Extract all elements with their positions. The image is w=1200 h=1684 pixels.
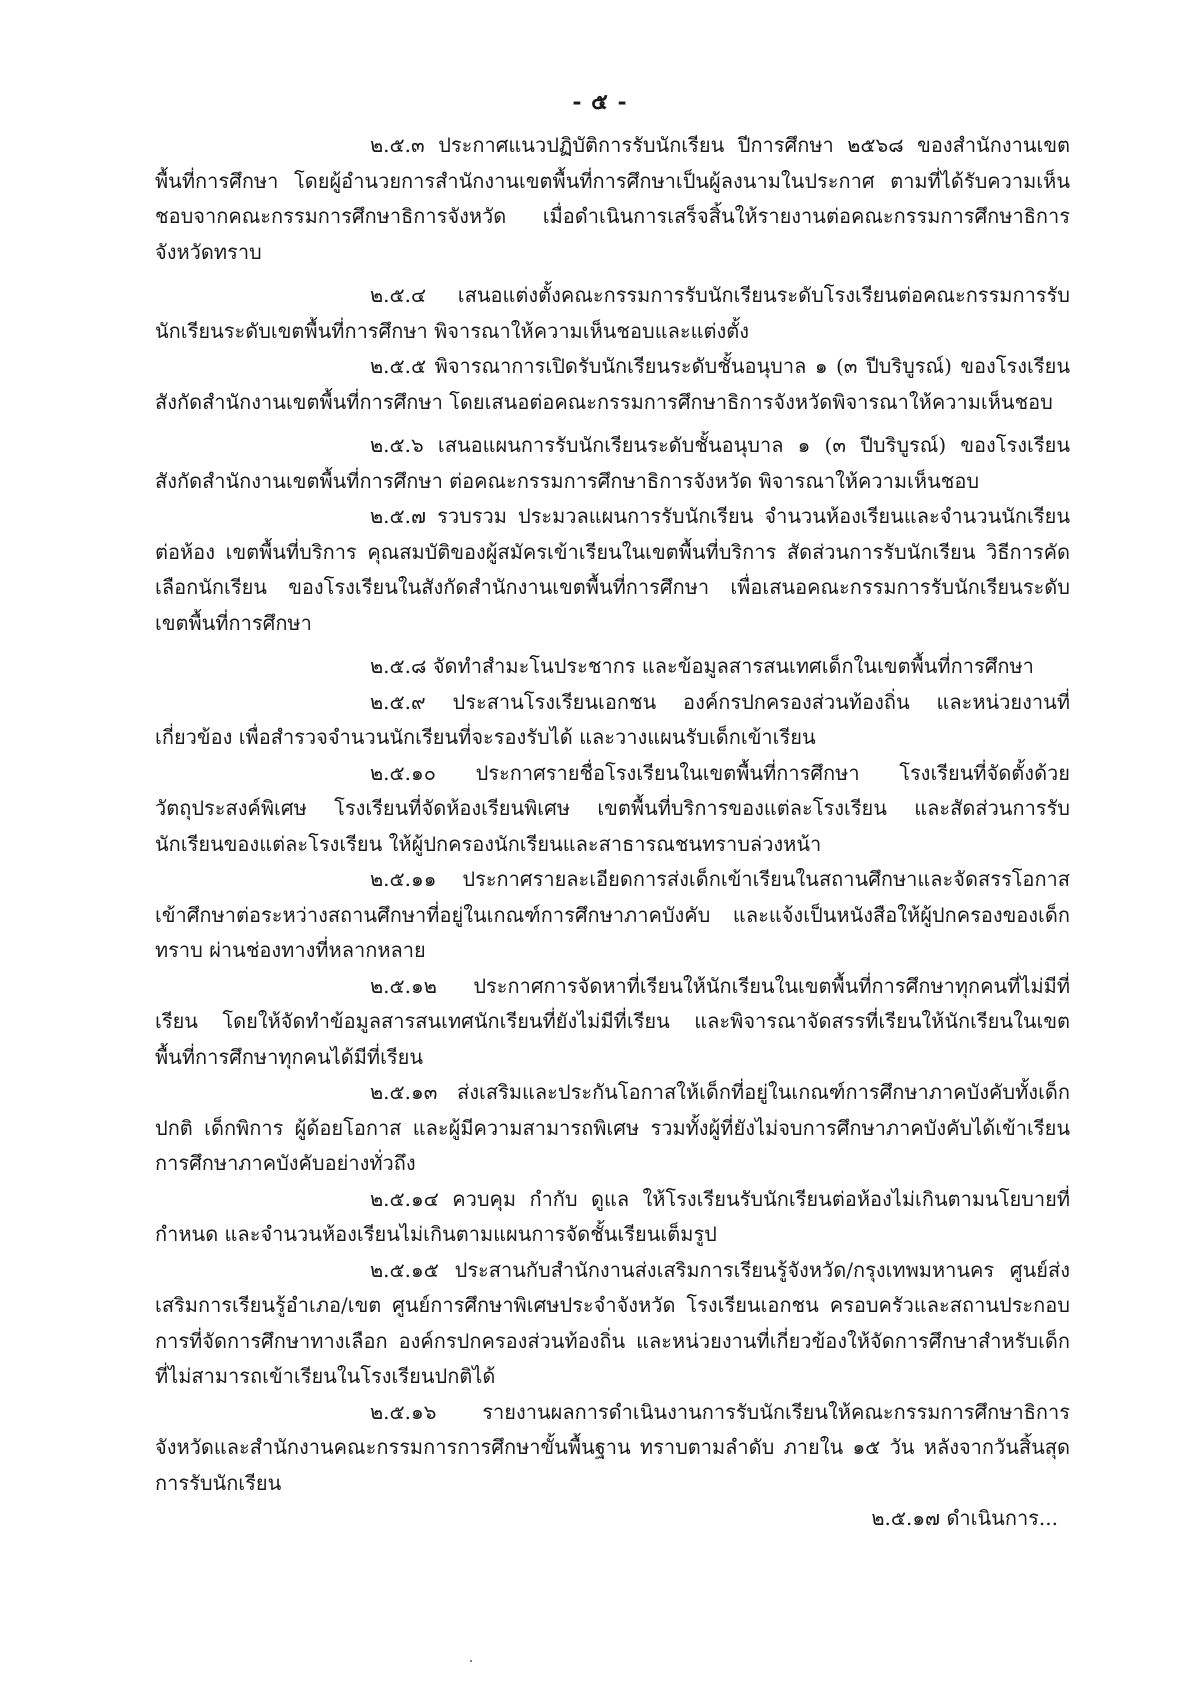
paragraph-2-5-14: ๒.๕.๑๔ ควบคุม กำกับ ดูแล ให้โรงเรียนรับนักเรียนต่อห้องไม่เกินตามนโยบายที่กำหนด และจำนวนห้องเรียนไม่เกินตามแผนการจัดชั้นเรียนเต็มรูป [155,1186,1070,1246]
paragraph-2-5-16: ๒.๕.๑๖ รายงานผลการดำเนินงานการรับนักเรียนให้คณะกรรมการศึกษาธิการจังหวัดและสำนักงานคณะกรรมการการศึกษาขั้นพื้นฐาน ทราบตามลำดับ ภายใน ๑๕ วัน หลังจากวันสิ้นสุดการรับนักเรียน [155,1399,1070,1495]
paragraph-2-5-9: ๒.๕.๙ ประสานโรงเรียนเอกชน องค์กรปกครองส่วนท้องถิ่น และหน่วยงานที่เกี่ยวข้อง เพื่อสำรวจจำนวนนักเรียนที่จะรองรับได้ และวางแผนรับเด็กเข้าเรียน [155,689,1070,749]
scan-dot [470,1660,472,1662]
paragraph-2-5-6: ๒.๕.๖ เสนอแผนการรับนักเรียนระดับชั้นอนุบาล ๑ (๓ ปีบริบูรณ์) ของโรงเรียนสังกัดสำนักงานเขตพื้นที่การศึกษา ต่อคณะกรรมการศึกษาธิการจังหวัด พิจารณาให้ความเห็นชอบ [155,433,1070,493]
paragraph-2-5-8: ๒.๕.๘ จัดทำสำมะโนประชากร และข้อมูลสารสนเทศเด็กในเขตพื้นที่การศึกษา [370,654,1034,678]
paragraph-2-5-12: ๒.๕.๑๒ ประกาศการจัดหาที่เรียนให้นักเรียนในเขตพื้นที่การศึกษาทุกคนที่ไม่มีที่เรียน โดยให้จัดทำข้อมูลสารสนเทศนักเรียนที่ยังไม่มีที่เรียน และพิจารณาจัดสรรที่เรียนให้นักเรียนในเขตพื้นที่การศึกษาทุกคนได้มีที่เรียน [155,973,1070,1069]
paragraph-2-5-4: ๒.๕.๔ เสนอแต่งตั้งคณะกรรมการรับนักเรียนระดับโรงเรียนต่อคณะกรรมการรับนักเรียนระดับเขตพื้นที่การศึกษา พิจารณาให้ความเห็นชอบและแต่งตั้ง [155,283,1070,343]
page-number: - ๕ - [572,89,628,115]
paragraph-2-5-15: ๒.๕.๑๕ ประสานกับสำนักงานส่งเสริมการเรียนรู้จังหวัด/กรุงเทพมหานคร ศูนย์ส่งเสริมการเรียนรู้อำเภอ/เขต ศูนย์การศึกษาพิเศษประจำจังหวัด โรงเรียนเอกชน ครอบครัวและสถานประกอบการที่จัดการศึกษาทางเลือก องค์กรปกครองส่วนท้องถิ่น และหน่วยงานที่เกี่ยวข้องให้จัดการศึกษาสำหรับเด็กที่ไม่สามารถเข้าเรียนในโรงเรียนปกติได้ [155,1257,1070,1388]
paragraph-2-5-13: ๒.๕.๑๓ ส่งเสริมและประกันโอกาสให้เด็กที่อยู่ในเกณฑ์การศึกษาภาคบังคับทั้งเด็กปกติ เด็กพิการ ผู้ด้อยโอกาส และผู้มีความสามารถพิเศษ รวมทั้งผู้ที่ยังไม่จบการศึกษาภาคบังคับได้เข้าเรียนการศึกษาภาคบังคับอย่างทั่วถึง [155,1080,1070,1175]
paragraph-2-5-3: ๒.๕.๓ ประกาศแนวปฏิบัติการรับนักเรียน ปีการศึกษา ๒๕๖๘ ของสำนักงานเขตพื้นที่การศึกษา โดยผู้อำนวยการสำนักงานเขตพื้นที่การศึกษาเป็นผู้ลงนามในประกาศ ตามที่ได้รับความเห็นชอบจากคณะกรรมการศึกษาธิการจังหวัด เมื่อดำเนินการเสร็จสิ้นให้รายงานต่อคณะกรรมการศึกษาธิการจังหวัดทราบ [155,133,1070,264]
paragraph-2-5-11: ๒.๕.๑๑ ประกาศรายละเอียดการส่งเด็กเข้าเรียนในสถานศึกษาและจัดสรรโอกาสเข้าศึกษาต่อระหว่างสถานศึกษาที่อยู่ในเกณฑ์การศึกษาภาคบังคับ และแจ้งเป็นหนังสือให้ผู้ปกครองของเด็กทราบ ผ่านช่องทางที่หลากหลาย [155,867,1070,962]
paragraph-2-5-10: ๒.๕.๑๐ ประกาศรายชื่อโรงเรียนในเขตพื้นที่การศึกษา โรงเรียนที่จัดตั้งด้วยวัตถุประสงค์พิเศษ โรงเรียนที่จัดห้องเรียนพิเศษ เขตพื้นที่บริการของแต่ละโรงเรียน และสัดส่วนการรับนักเรียนของแต่ละโรงเรียน ให้ผู้ปกครองนักเรียนและสาธารณชนทราบล่วงหน้า [155,760,1070,856]
paragraph-2-5-5: ๒.๕.๕ พิจารณาการเปิดรับนักเรียนระดับชั้นอนุบาล ๑ (๓ ปีบริบูรณ์) ของโรงเรียนสังกัดสำนักงานเขตพื้นที่การศึกษา โดยเสนอต่อคณะกรรมการศึกษาธิการจังหวัดพิจารณาให้ความเห็นชอบ [155,354,1070,414]
paragraph-2-5-7: ๒.๕.๗ รวบรวม ประมวลแผนการรับนักเรียน จำนวนห้องเรียนและจำนวนนักเรียนต่อห้อง เขตพื้นที่บริการ คุณสมบัติของผู้สมัครเข้าเรียนในเขตพื้นที่บริการ สัดส่วนการรับนักเรียน วิธีการคัดเลือกนักเรียน ของโรงเรียนในสังกัดสำนักงานเขตพื้นที่การศึกษา เพื่อเสนอคณะกรรมการรับนักเรียนระดับเขตพื้นที่การศึกษา [155,504,1070,635]
continuation-note: ๒.๕.๑๗ ดำเนินการ... [871,1506,1058,1530]
document-body [155,128,1070,1501]
